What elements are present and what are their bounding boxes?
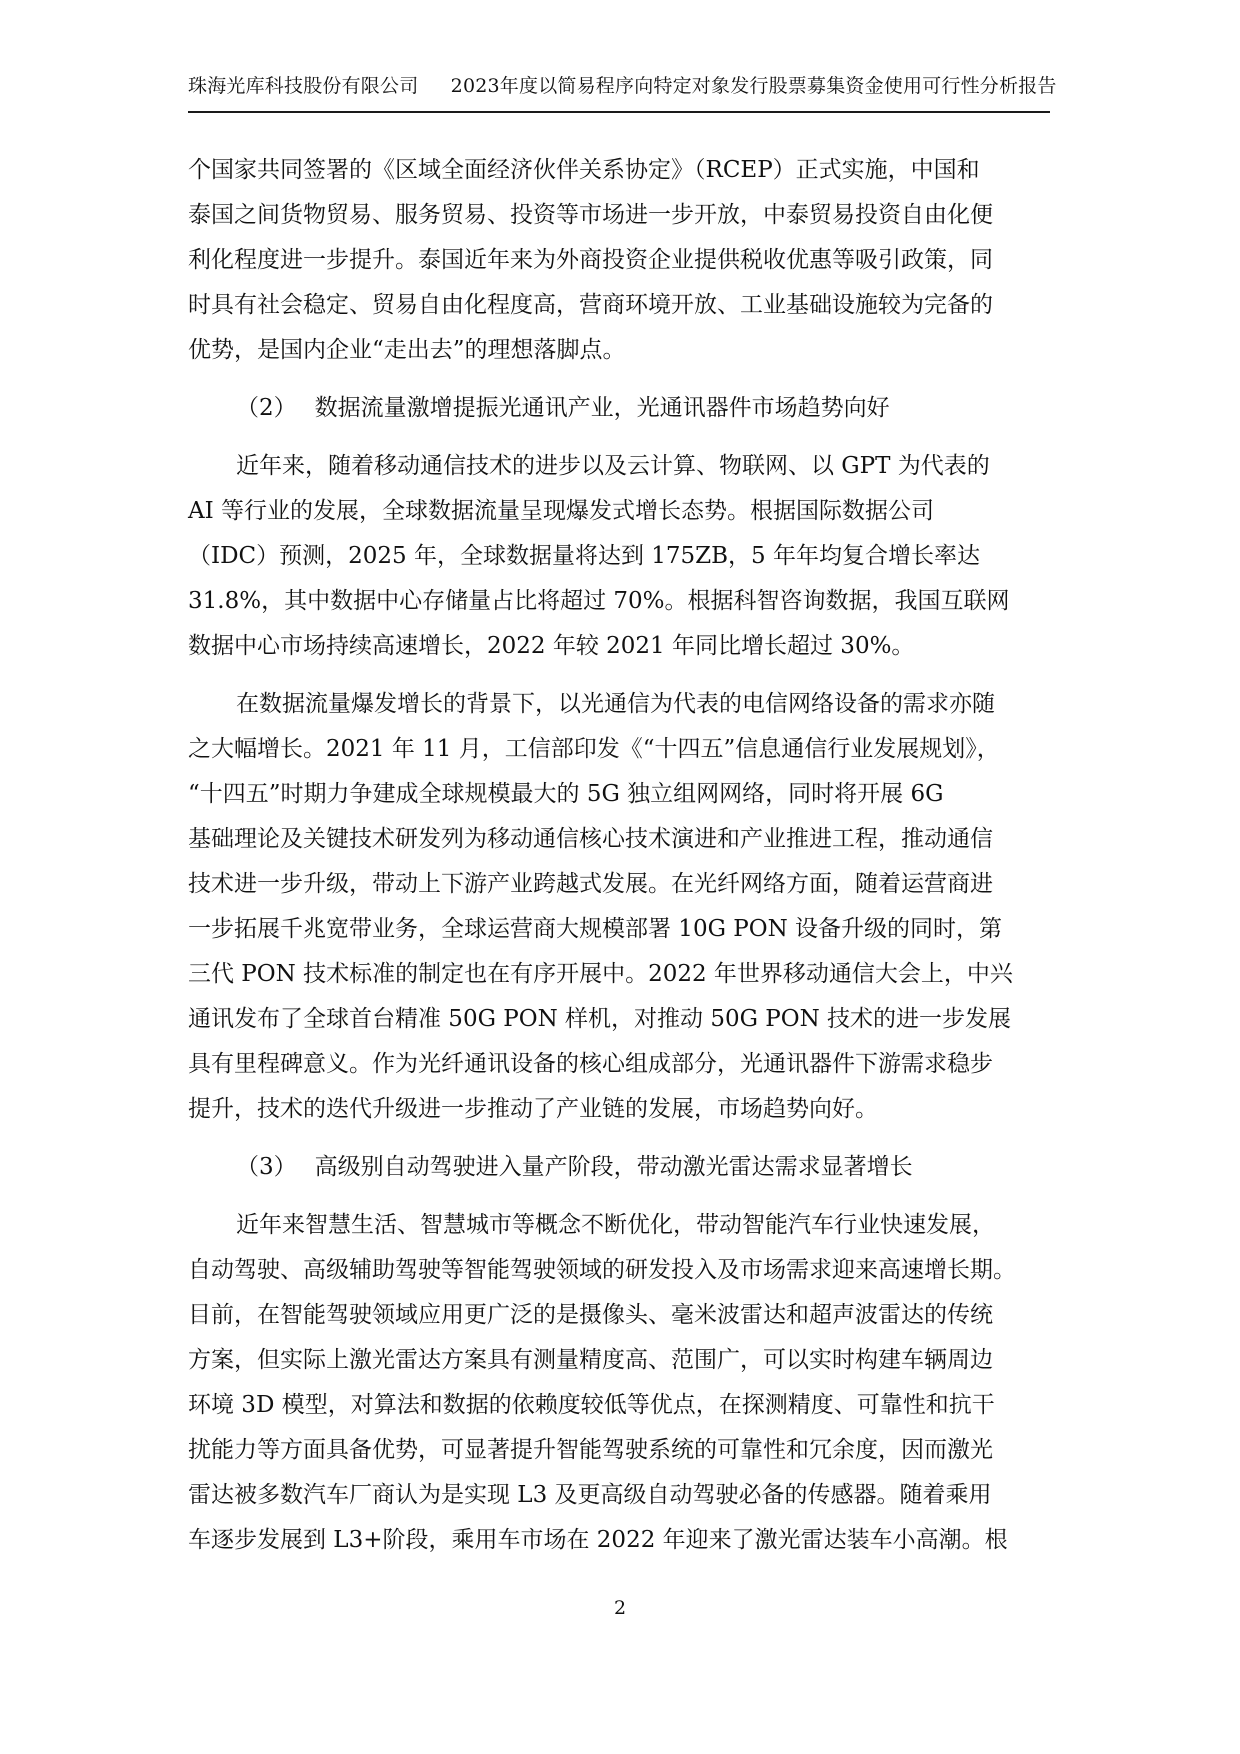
header-company: 珠海光库科技股份有限公司	[188, 75, 419, 97]
heading-title: 数据流量激增提振光通讯产业，光通讯器件市场趋势向好	[314, 395, 890, 421]
paragraph-rcep	[188, 148, 1056, 373]
text-line: 个国家共同签署的《区域全面经济伙伴关系协定》（RCEP）正式实施，中国和	[188, 157, 980, 183]
text-line: 目前，在智能驾驶领域应用更广泛的是摄像头、毫米波雷达和超声波雷达的传统	[188, 1302, 993, 1328]
text-line: 扰能力等方面具备优势，可显著提升智能驾驶系统的可靠性和冗余度，因而激光	[188, 1437, 993, 1463]
header-divider	[188, 111, 1050, 113]
text-line: AI 等行业的发展，全球数据流量呈现爆发式增长态势。根据国际数据公司	[188, 498, 935, 524]
paragraph-data-traffic	[188, 444, 1056, 669]
section-heading-2	[188, 386, 1056, 431]
text-line: 环境 3D 模型，对算法和数据的依赖度较低等优点，在探测精度、可靠性和抗干	[188, 1392, 995, 1418]
text-line: 泰国之间货物贸易、服务贸易、投资等市场进一步开放，中泰贸易投资自由化便	[188, 202, 993, 228]
text-line: 方案，但实际上激光雷达方案具有测量精度高、范围广，可以实时构建车辆周边	[188, 1347, 993, 1373]
text-line: 基础理论及关键技术研发列为移动通信核心技术演进和产业推进工程，推动通信	[188, 826, 993, 852]
text-line: 具有里程碑意义。作为光纤通讯设备的核心组成部分，光通讯器件下游需求稳步	[188, 1051, 993, 1077]
text-line: 31.8%，其中数据中心存储量占比将超过 70%。根据科智咨询数据，我国互联网	[188, 588, 1010, 614]
text-line: 之大幅增长。2021 年 11 月，工信部印发《“十四五”信息通信行业发展规划》，	[188, 736, 1000, 762]
text-line: 近年来智慧生活、智慧城市等概念不断优化，带动智能汽车行业快速发展，	[236, 1212, 995, 1238]
text-line: 时具有社会稳定、贸易自由化程度高，营商环境开放、工业基础设施较为完备的	[188, 292, 993, 318]
running-header	[188, 72, 1057, 100]
header-report-title: 2023年度以简易程序向特定对象发行股票募集资金使用可行性分析报告	[450, 75, 1057, 97]
text-line: 自动驾驶、高级辅助驾驶等智能驾驶领域的研发投入及市场需求迎来高速增长期。	[188, 1257, 1016, 1283]
text-line: 车逐步发展到 L3+阶段，乘用车市场在 2022 年迎来了激光雷达装车小高潮。根	[188, 1527, 1008, 1553]
text-line: 一步拓展千兆宽带业务，全球运营商大规模部署 10G PON 设备升级的同时，第	[188, 916, 1003, 942]
text-line: 优势，是国内企业“走出去”的理想落脚点。	[188, 337, 626, 363]
text-line: 雷达被多数汽车厂商认为是实现 L3 及更高级自动驾驶必备的传感器。随着乘用	[188, 1482, 992, 1508]
heading-number: （2）	[236, 395, 297, 421]
heading-title: 高级别自动驾驶进入量产阶段，带动激光雷达需求显著增长	[314, 1154, 913, 1180]
text-line: 在数据流量爆发增长的背景下，以光通信为代表的电信网络设备的需求亦随	[236, 691, 995, 717]
paragraph-optical-comm	[188, 682, 1056, 1132]
section-heading-3	[188, 1145, 1056, 1190]
text-line: “十四五”时期力争建成全球规模最大的 5G 独立组网网络，同时将开展 6G	[188, 781, 944, 807]
text-line: 通讯发布了全球首台精准 50G PON 样机，对推动 50G PON 技术的进一步发展	[188, 1006, 1012, 1032]
page-body	[188, 148, 1056, 1576]
text-line: 提升，技术的迭代升级进一步推动了产业链的发展，市场趋势向好。	[188, 1096, 878, 1122]
text-line: 近年来，随着移动通信技术的进步以及云计算、物联网、以 GPT 为代表的	[236, 453, 990, 479]
text-line: 三代 PON 技术标准的制定也在有序开展中。2022 年世界移动通信大会上，中兴	[188, 961, 1013, 987]
text-line: （IDC）预测，2025 年，全球数据量将达到 175ZB，5 年年均复合增长率达	[188, 543, 981, 569]
heading-number: （3）	[236, 1154, 297, 1180]
text-line: 技术进一步升级，带动上下游产业跨越式发展。在光纤网络方面，随着运营商进	[188, 871, 993, 897]
text-line: 利化程度进一步提升。泰国近年来为外商投资企业提供税收优惠等吸引政策，同	[188, 247, 993, 273]
paragraph-autonomous-driving	[188, 1203, 1056, 1563]
text-line: 数据中心市场持续高速增长，2022 年较 2021 年同比增长超过 30%。	[188, 633, 915, 659]
page-number: 2	[613, 1597, 627, 1619]
